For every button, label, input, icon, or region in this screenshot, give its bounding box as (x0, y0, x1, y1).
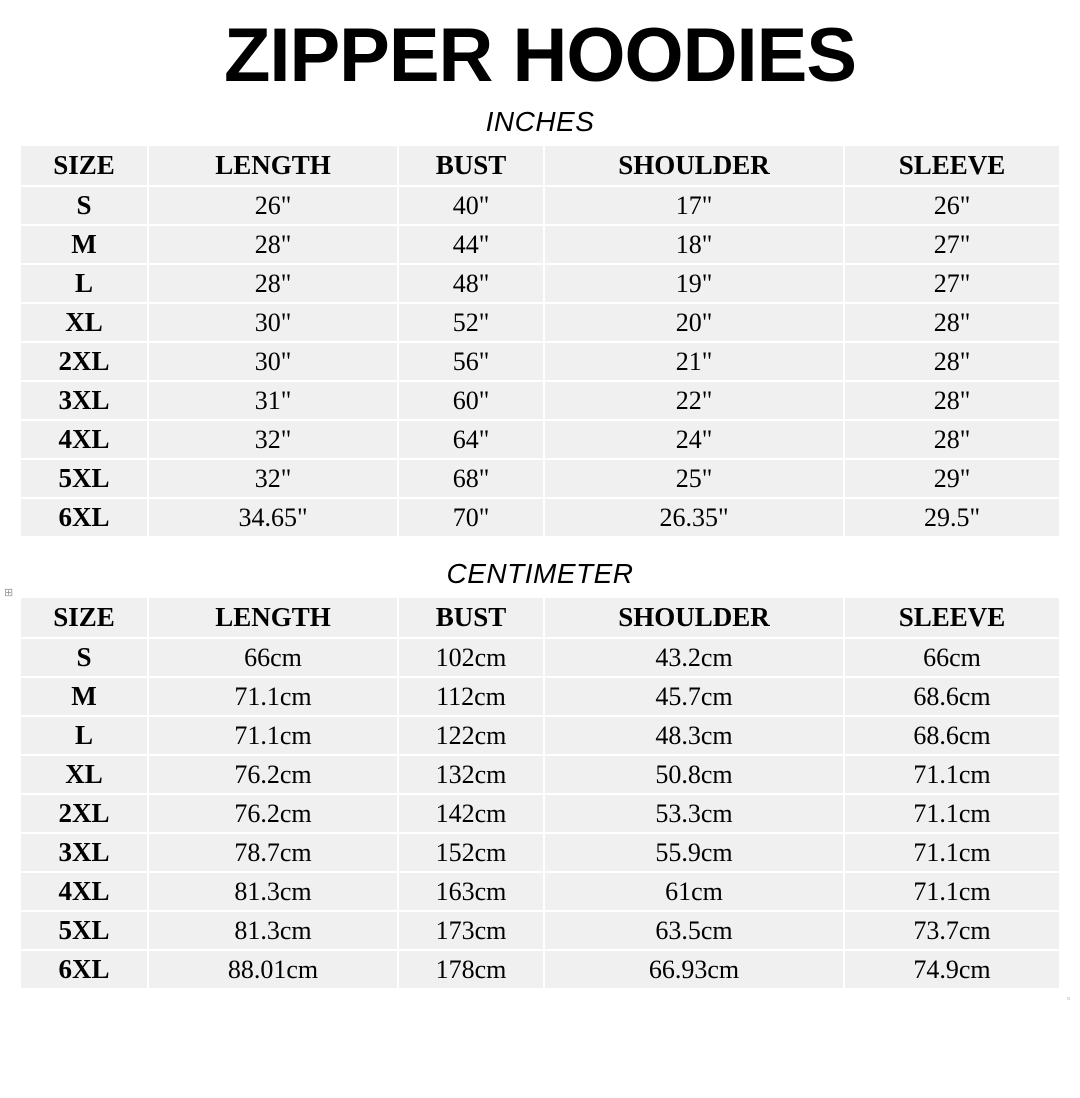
cell-sleeve: 29.5" (844, 498, 1060, 537)
cell-shoulder: 45.7cm (544, 677, 844, 716)
cell-sleeve: 28" (844, 303, 1060, 342)
cell-shoulder: 26.35" (544, 498, 844, 537)
cell-sleeve: 26" (844, 186, 1060, 225)
cell-size: S (20, 638, 148, 677)
cell-shoulder: 43.2cm (544, 638, 844, 677)
cell-bust: 163cm (398, 872, 544, 911)
cell-bust: 112cm (398, 677, 544, 716)
size-table-centimeter (19, 596, 1061, 990)
column-header-size: SIZE (20, 597, 148, 638)
unit-label-centimeter: CENTIMETER (446, 558, 634, 589)
table-header-row (20, 597, 1060, 638)
column-header-sleeve: SLEEVE (844, 145, 1060, 186)
cell-shoulder: 50.8cm (544, 755, 844, 794)
table-row (20, 716, 1060, 755)
table-row (20, 872, 1060, 911)
cell-shoulder: 63.5cm (544, 911, 844, 950)
size-table-inches (19, 144, 1061, 538)
corner-dot-icon: ▫ (1067, 993, 1071, 1003)
cell-size: 6XL (20, 498, 148, 537)
table-row (20, 342, 1060, 381)
cell-bust: 122cm (398, 716, 544, 755)
cell-length: 30" (148, 342, 398, 381)
cell-length: 28" (148, 225, 398, 264)
table-row (20, 420, 1060, 459)
cell-shoulder: 20" (544, 303, 844, 342)
cell-size: 5XL (20, 911, 148, 950)
table-row (20, 498, 1060, 537)
column-header-shoulder: SHOULDER (544, 597, 844, 638)
cell-sleeve: 66cm (844, 638, 1060, 677)
unit-label-inches: INCHES (485, 106, 595, 137)
cell-length: 78.7cm (148, 833, 398, 872)
cell-shoulder: 48.3cm (544, 716, 844, 755)
cell-shoulder: 19" (544, 264, 844, 303)
column-header-length: LENGTH (148, 145, 398, 186)
cell-length: 81.3cm (148, 911, 398, 950)
cell-length: 31" (148, 381, 398, 420)
cell-shoulder: 66.93cm (544, 950, 844, 989)
cell-length: 66cm (148, 638, 398, 677)
plus-handle-icon: ⊞ (4, 587, 14, 599)
cell-bust: 152cm (398, 833, 544, 872)
cell-size: XL (20, 303, 148, 342)
cell-length: 28" (148, 264, 398, 303)
column-header-sleeve: SLEEVE (844, 597, 1060, 638)
cell-length: 76.2cm (148, 794, 398, 833)
cell-sleeve: 28" (844, 381, 1060, 420)
cell-bust: 40" (398, 186, 544, 225)
table-row (20, 186, 1060, 225)
cell-shoulder: 55.9cm (544, 833, 844, 872)
cell-sleeve: 73.7cm (844, 911, 1060, 950)
cell-shoulder: 53.3cm (544, 794, 844, 833)
cell-size: 2XL (20, 342, 148, 381)
cell-size: 3XL (20, 381, 148, 420)
table-row (20, 303, 1060, 342)
cell-bust: 64" (398, 420, 544, 459)
cell-size: L (20, 716, 148, 755)
cell-sleeve: 68.6cm (844, 677, 1060, 716)
cell-sleeve: 68.6cm (844, 716, 1060, 755)
cell-size: 2XL (20, 794, 148, 833)
cell-length: 32" (148, 420, 398, 459)
cell-bust: 68" (398, 459, 544, 498)
page-title: ZIPPER HOODIES (223, 13, 857, 98)
cell-bust: 102cm (398, 638, 544, 677)
cell-size: L (20, 264, 148, 303)
cell-sleeve: 28" (844, 342, 1060, 381)
cell-shoulder: 17" (544, 186, 844, 225)
cell-sleeve: 71.1cm (844, 872, 1060, 911)
cell-size: 6XL (20, 950, 148, 989)
cell-size: S (20, 186, 148, 225)
table-row (20, 911, 1060, 950)
cell-sleeve: 28" (844, 420, 1060, 459)
table-row (20, 833, 1060, 872)
table-row (20, 794, 1060, 833)
cell-length: 88.01cm (148, 950, 398, 989)
cell-bust: 178cm (398, 950, 544, 989)
cell-bust: 52" (398, 303, 544, 342)
column-header-size: SIZE (20, 145, 148, 186)
cell-bust: 70" (398, 498, 544, 537)
cell-size: M (20, 225, 148, 264)
cell-size: 5XL (20, 459, 148, 498)
table-row (20, 755, 1060, 794)
table-row (20, 638, 1060, 677)
cell-size: XL (20, 755, 148, 794)
cell-bust: 44" (398, 225, 544, 264)
cell-sleeve: 29" (844, 459, 1060, 498)
cell-sleeve: 27" (844, 264, 1060, 303)
cell-sleeve: 27" (844, 225, 1060, 264)
cell-length: 71.1cm (148, 677, 398, 716)
size-chart-page (0, 13, 1080, 1098)
column-header-shoulder: SHOULDER (544, 145, 844, 186)
cell-sleeve: 71.1cm (844, 833, 1060, 872)
column-header-bust: BUST (398, 145, 544, 186)
table-row (20, 459, 1060, 498)
cell-bust: 56" (398, 342, 544, 381)
cell-bust: 48" (398, 264, 544, 303)
table-row (20, 264, 1060, 303)
table-row (20, 225, 1060, 264)
cell-length: 71.1cm (148, 716, 398, 755)
cell-size: 3XL (20, 833, 148, 872)
column-header-length: LENGTH (148, 597, 398, 638)
cell-bust: 173cm (398, 911, 544, 950)
cell-shoulder: 61cm (544, 872, 844, 911)
cell-length: 34.65" (148, 498, 398, 537)
cell-size: 4XL (20, 420, 148, 459)
cell-length: 30" (148, 303, 398, 342)
cell-sleeve: 71.1cm (844, 755, 1060, 794)
cell-shoulder: 25" (544, 459, 844, 498)
table-row (20, 677, 1060, 716)
cell-shoulder: 24" (544, 420, 844, 459)
cell-bust: 132cm (398, 755, 544, 794)
table-header-row (20, 145, 1060, 186)
cell-length: 76.2cm (148, 755, 398, 794)
table-row (20, 381, 1060, 420)
cell-shoulder: 22" (544, 381, 844, 420)
cell-sleeve: 71.1cm (844, 794, 1060, 833)
cell-size: M (20, 677, 148, 716)
cell-shoulder: 18" (544, 225, 844, 264)
column-header-bust: BUST (398, 597, 544, 638)
cell-shoulder: 21" (544, 342, 844, 381)
cell-length: 32" (148, 459, 398, 498)
cell-length: 81.3cm (148, 872, 398, 911)
cell-size: 4XL (20, 872, 148, 911)
cell-sleeve: 74.9cm (844, 950, 1060, 989)
table-row (20, 950, 1060, 989)
cell-length: 26" (148, 186, 398, 225)
cell-bust: 142cm (398, 794, 544, 833)
cell-bust: 60" (398, 381, 544, 420)
